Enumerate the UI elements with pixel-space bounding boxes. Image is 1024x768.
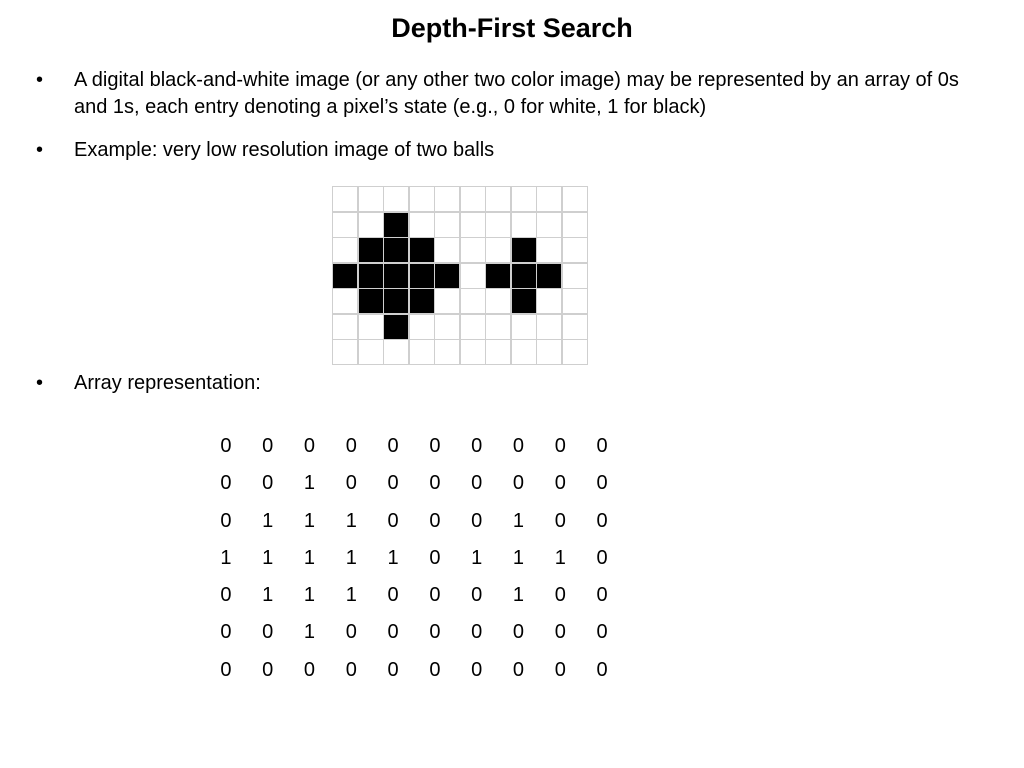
pixel-cell <box>512 264 536 288</box>
bullet-text: Example: very low resolution image of two balls <box>74 139 495 161</box>
pixel-cell <box>563 187 587 211</box>
bullet-item-array-representation <box>36 370 986 397</box>
array-cell: 0 <box>471 584 483 607</box>
array-cell: 1 <box>345 546 357 569</box>
array-cell: 1 <box>303 584 316 607</box>
array-cell: 0 <box>387 584 399 607</box>
array-cell: 0 <box>220 472 232 495</box>
pixel-cell <box>410 340 434 364</box>
bullet-text: A digital black-and-white image (or any other two color image) may be represented by an array of 0s and 1s, each entry denoting a pixel’s state (e.g., 0 for white, 1 for black) <box>74 69 959 118</box>
array-cell: 1 <box>512 509 525 532</box>
pixel-cell <box>333 187 357 211</box>
pixel-cell <box>537 213 561 237</box>
pixel-cell <box>512 315 536 339</box>
array-cell: 0 <box>554 435 566 457</box>
array-cell: 0 <box>554 472 566 495</box>
pixel-cell <box>461 264 485 288</box>
pixel-cell <box>563 238 587 262</box>
slide-title: Depth-First Search <box>391 13 633 43</box>
pixel-cell <box>410 264 434 288</box>
bullet-dot: • <box>36 372 44 394</box>
pixel-cell <box>512 340 536 364</box>
pixel-cell <box>461 238 485 262</box>
array-cell: 0 <box>471 621 483 644</box>
pixel-cell <box>537 187 561 211</box>
pixel-cell <box>384 213 408 237</box>
pixel-cell <box>410 238 434 262</box>
pixel-cell <box>384 187 408 211</box>
array-cell: 0 <box>554 658 566 681</box>
array-cell: 0 <box>512 472 525 495</box>
array-cell: 0 <box>554 509 566 532</box>
array-cell: 1 <box>512 584 525 607</box>
pixel-cell <box>410 187 434 211</box>
pixel-cell <box>359 340 383 364</box>
pixel-cell <box>461 187 485 211</box>
array-cell: 0 <box>387 658 399 681</box>
array-cell: 1 <box>512 546 525 569</box>
pixel-cell <box>563 340 587 364</box>
bullet-item-image-representation <box>36 67 986 121</box>
array-cell: 1 <box>303 546 316 569</box>
pixel-cell <box>563 289 587 313</box>
pixel-cell <box>384 264 408 288</box>
array-cell: 0 <box>471 435 483 457</box>
pixel-cell <box>410 289 434 313</box>
array-cell: 0 <box>429 658 441 681</box>
pixel-cell <box>359 264 383 288</box>
array-cell: 0 <box>387 472 399 495</box>
array-cell: 1 <box>220 546 232 569</box>
pixel-cell <box>359 289 383 313</box>
array-cell: 0 <box>387 435 399 457</box>
pixel-cell <box>486 264 510 288</box>
pixel-cell <box>512 289 536 313</box>
array-cell: 0 <box>262 658 274 681</box>
array-cell: 0 <box>471 658 483 681</box>
pixel-cell <box>537 340 561 364</box>
pixel-cell <box>384 340 408 364</box>
array-cell: 0 <box>220 509 232 532</box>
array-cell: 0 <box>345 658 357 681</box>
array-cell: 0 <box>554 584 566 607</box>
array-cell: 0 <box>387 509 399 532</box>
pixel-cell <box>486 340 510 364</box>
pixel-cell <box>384 315 408 339</box>
bullet-dot: • <box>36 69 44 91</box>
pixel-cell <box>333 238 357 262</box>
array-cell: 1 <box>554 546 566 569</box>
pixel-cell <box>435 340 459 364</box>
pixel-cell <box>333 315 357 339</box>
array-cell: 1 <box>303 509 316 532</box>
pixel-cell <box>461 340 485 364</box>
pixel-cell <box>486 289 510 313</box>
pixel-cell <box>333 289 357 313</box>
array-cell: 0 <box>429 509 441 532</box>
array-cell: 0 <box>220 621 232 644</box>
pixel-cell <box>486 187 510 211</box>
array-cell: 0 <box>220 435 232 457</box>
array-cell: 0 <box>345 621 357 644</box>
pixel-cell <box>512 213 536 237</box>
array-cell: 1 <box>303 621 316 644</box>
array-cell: 1 <box>345 509 357 532</box>
array-cell: 0 <box>471 472 483 495</box>
pixel-cell <box>333 264 357 288</box>
pixel-cell <box>537 264 561 288</box>
pixel-cell <box>410 213 434 237</box>
pixel-cell <box>563 264 587 288</box>
array-cell: 1 <box>303 472 316 495</box>
pixel-cell <box>537 315 561 339</box>
array-cell: 0 <box>303 435 316 457</box>
array-cell: 1 <box>262 584 274 607</box>
array-cell: 0 <box>429 546 441 569</box>
array-cell: 0 <box>429 472 441 495</box>
array-cell: 0 <box>596 621 608 644</box>
pixel-cell <box>435 187 459 211</box>
pixel-cell <box>486 213 510 237</box>
pixel-cell <box>435 315 459 339</box>
array-cell: 0 <box>220 584 232 607</box>
pixel-cell <box>486 315 510 339</box>
array-cell: 0 <box>471 509 483 532</box>
pixel-cell <box>537 238 561 262</box>
bullet-item-example <box>36 137 986 164</box>
pixel-image-grid <box>332 186 588 365</box>
pixel-cell <box>461 213 485 237</box>
array-cell: 0 <box>554 621 566 644</box>
pixel-cell <box>359 238 383 262</box>
array-cell: 0 <box>429 435 441 457</box>
array-cell: 1 <box>262 546 274 569</box>
pixel-cell <box>512 238 536 262</box>
pixel-cell <box>333 213 357 237</box>
array-cell: 0 <box>429 621 441 644</box>
pixel-cell <box>333 340 357 364</box>
array-cell: 0 <box>262 472 274 495</box>
array-cell: 1 <box>345 584 357 607</box>
array-cell: 0 <box>596 546 608 569</box>
pixel-cell <box>435 289 459 313</box>
pixel-cell <box>410 315 434 339</box>
array-cell: 0 <box>512 621 525 644</box>
pixel-cell <box>359 213 383 237</box>
array-cell: 0 <box>596 509 608 532</box>
array-cell: 0 <box>596 584 608 607</box>
pixel-cell <box>486 238 510 262</box>
pixel-cell <box>461 289 485 313</box>
pixel-cell <box>435 238 459 262</box>
array-cell: 0 <box>303 658 316 681</box>
array-cell: 0 <box>345 472 357 495</box>
array-cell: 0 <box>512 658 525 681</box>
array-cell: 0 <box>387 621 399 644</box>
pixel-cell <box>563 315 587 339</box>
array-cell: 0 <box>262 621 274 644</box>
pixel-cell <box>359 315 383 339</box>
array-cell: 0 <box>345 435 357 457</box>
array-cell: 1 <box>387 546 399 569</box>
pixel-cell <box>384 289 408 313</box>
array-cell: 1 <box>471 546 483 569</box>
array-cell: 0 <box>220 658 232 681</box>
bullet-text: Array representation: <box>74 372 261 394</box>
pixel-cell <box>461 315 485 339</box>
array-cell: 0 <box>596 472 608 495</box>
pixel-cell <box>537 289 561 313</box>
pixel-cell <box>384 238 408 262</box>
pixel-cell <box>435 213 459 237</box>
array-cell: 0 <box>512 435 525 457</box>
array-cell: 0 <box>596 658 608 681</box>
pixel-cell <box>563 213 587 237</box>
binary-array-table <box>205 428 623 689</box>
array-cell: 0 <box>429 584 441 607</box>
bullet-dot: • <box>36 139 44 161</box>
array-cell: 0 <box>262 435 274 457</box>
array-cell: 1 <box>262 509 274 532</box>
pixel-cell <box>512 187 536 211</box>
array-cell: 0 <box>596 435 608 457</box>
pixel-cell <box>435 264 459 288</box>
pixel-cell <box>359 187 383 211</box>
